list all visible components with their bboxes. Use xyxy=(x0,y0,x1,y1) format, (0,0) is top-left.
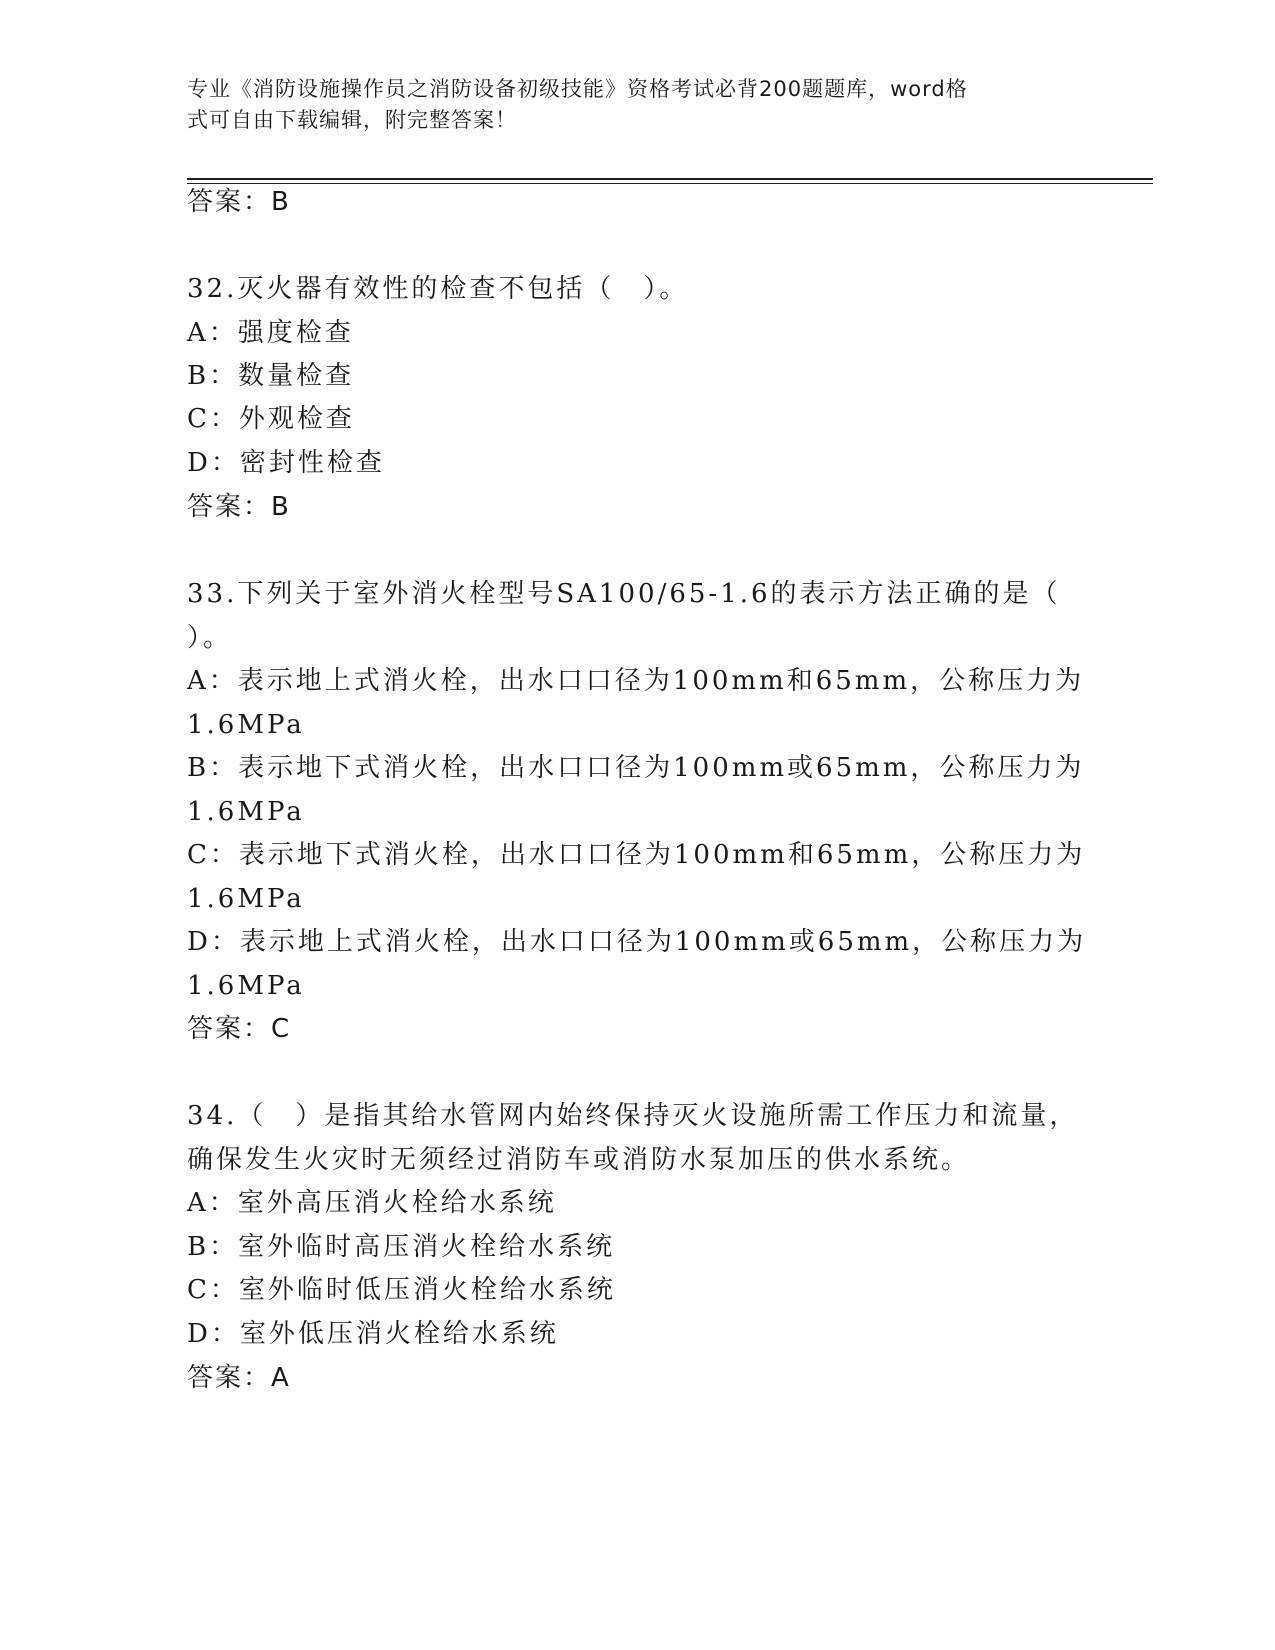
question-33-option-c: C：表示地下式消火栓，出水口口径为100mm和65mm，公称压力为 xyxy=(187,840,1086,870)
question-33-stem-line-1: 33.下列关于室外消火栓型号SA100/65-1.6的表示方法正确的是（ xyxy=(187,579,1061,609)
answer-q32: 答案：B xyxy=(187,492,291,522)
answer-q34: 答案：A xyxy=(187,1363,291,1393)
header-line-2: 式可自由下载编辑，附完整答案！ xyxy=(187,108,517,132)
question-34-option-d: D：室外低压消火栓给水系统 xyxy=(187,1319,559,1349)
question-33-option-b-cont: 1.6MPa xyxy=(187,797,305,827)
header-line-1: 专业《消防设施操作员之消防设备初级技能》资格考试必背200题题库，word格 xyxy=(187,77,968,101)
question-33-option-a-cont: 1.6MPa xyxy=(187,710,305,740)
question-32-option-b: B：数量检查 xyxy=(187,361,355,391)
question-34-stem-line-1: 34.（ ）是指其给水管网内始终保持灭火设施所需工作压力和流量， xyxy=(187,1101,1079,1131)
question-32-option-a: A：强度检查 xyxy=(187,318,354,348)
question-33-option-c-cont: 1.6MPa xyxy=(187,884,305,914)
question-33-option-a: A：表示地上式消火栓，出水口口径为100mm和65mm，公称压力为 xyxy=(187,666,1085,696)
question-33-stem-line-2: ）。 xyxy=(187,623,233,653)
answer-q33: 答案：C xyxy=(187,1014,292,1044)
header-divider-thin xyxy=(187,183,1153,184)
question-33-option-d-cont: 1.6MPa xyxy=(187,971,305,1001)
question-34-stem-line-2: 确保发生火灾时无须经过消防车或消防水泵加压的供水系统。 xyxy=(187,1145,971,1175)
question-32-option-c: C：外观检查 xyxy=(187,404,355,434)
answer-q31: 答案：B xyxy=(187,187,291,217)
question-32-stem: 32.灭火器有效性的检查不包括（ ）。 xyxy=(187,274,689,304)
question-34-option-b: B：室外临时高压消火栓给水系统 xyxy=(187,1232,616,1262)
question-33-option-b: B：表示地下式消火栓，出水口口径为100mm或65mm，公称压力为 xyxy=(187,753,1085,783)
question-32-option-d: D：密封性检查 xyxy=(187,448,385,478)
question-34-option-a: A：室外高压消火栓给水系统 xyxy=(187,1188,557,1218)
question-34-option-c: C：室外临时低压消火栓给水系统 xyxy=(187,1275,616,1305)
header-divider-thick xyxy=(187,178,1153,180)
document-header xyxy=(187,74,1067,136)
question-33-option-d: D：表示地上式消火栓，出水口口径为100mm或65mm，公称压力为 xyxy=(187,927,1087,957)
